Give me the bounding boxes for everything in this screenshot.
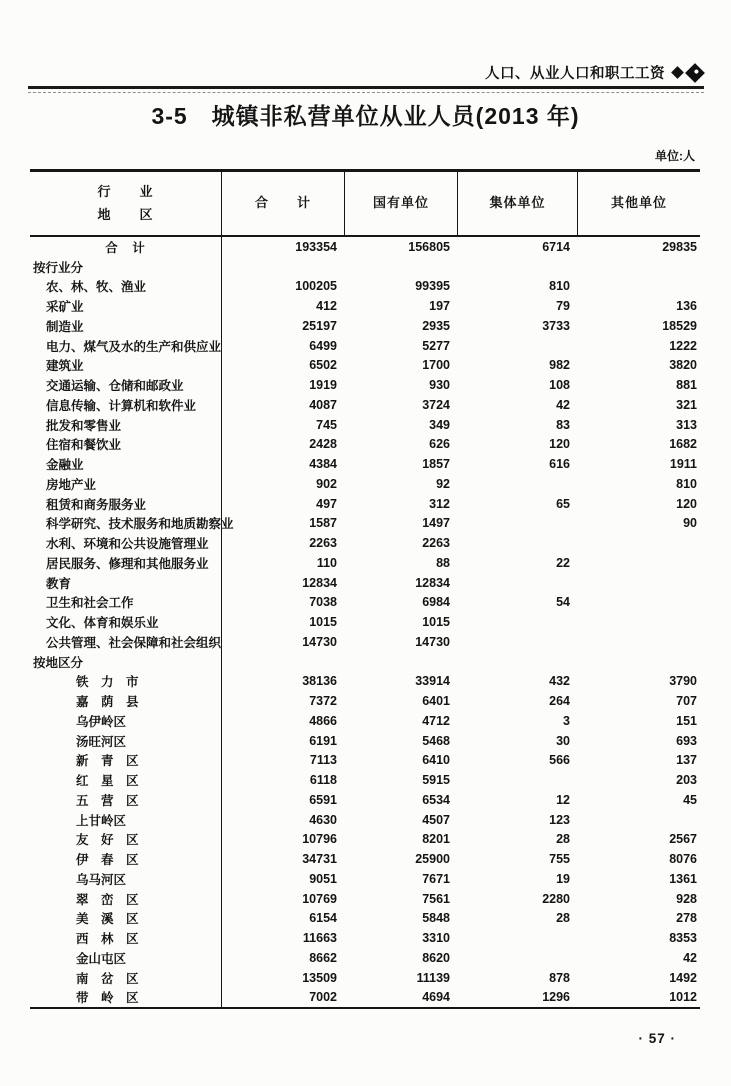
cell-total: 1015 [309, 615, 337, 630]
table-row [30, 277, 700, 297]
cell-total: 38136 [302, 674, 337, 689]
cell-state-owned: 6410 [422, 753, 450, 768]
cell-collective: 1296 [542, 990, 570, 1005]
cell-other: 3820 [669, 358, 697, 373]
cell-state-owned: 33914 [415, 674, 450, 689]
row-label: 伊 春 区 [30, 849, 222, 869]
running-header [485, 62, 702, 83]
cell-total: 11663 [302, 931, 337, 946]
cell-state-owned: 312 [429, 496, 450, 511]
cell-state-owned: 4694 [422, 990, 450, 1005]
table-row [30, 454, 700, 474]
cell-other: 881 [676, 378, 697, 393]
cell-state-owned: 197 [429, 299, 450, 314]
cell-total: 7038 [309, 595, 337, 610]
page-number: · 57 · [638, 1031, 676, 1046]
cell-collective: 878 [549, 970, 570, 985]
cell-collective: 83 [556, 417, 570, 432]
cell-total: 4087 [309, 397, 337, 412]
cell-total: 6502 [309, 358, 337, 373]
cell-other: 3790 [669, 674, 697, 689]
table-row [30, 612, 700, 632]
cell-collective: 120 [549, 437, 570, 452]
cell-total: 2263 [309, 536, 337, 551]
cell-total: 10769 [302, 891, 337, 906]
row-label: 五 营 区 [30, 790, 222, 810]
cell-collective: 22 [556, 555, 570, 570]
cell-collective: 3733 [542, 318, 570, 333]
table-row [30, 830, 700, 850]
cell-state-owned: 25900 [415, 852, 450, 867]
cell-state-owned: 5915 [422, 773, 450, 788]
table-row [30, 593, 700, 613]
cell-other: 1682 [669, 437, 697, 452]
cell-state-owned: 1857 [422, 457, 450, 472]
table-row [30, 711, 700, 731]
row-label: 按行业分 [30, 257, 222, 277]
cell-collective: 3 [563, 713, 570, 728]
cell-total: 34731 [302, 852, 337, 867]
table-row [30, 770, 700, 790]
row-label: 金山屯区 [30, 948, 222, 968]
header-rule-shadow [28, 92, 704, 93]
table-row [30, 928, 700, 948]
table-row [30, 889, 700, 909]
cell-state-owned: 2935 [422, 318, 450, 333]
cell-other: 203 [676, 773, 697, 788]
cell-collective: 108 [549, 378, 570, 393]
cell-total: 6499 [309, 338, 337, 353]
table-row [30, 494, 700, 514]
cell-state-owned: 5277 [422, 338, 450, 353]
row-label: 金融业 [30, 454, 222, 474]
table-row [30, 514, 700, 534]
cell-state-owned: 7561 [422, 891, 450, 906]
cell-other: 137 [676, 753, 697, 768]
cell-state-owned: 4712 [422, 713, 450, 728]
cell-state-owned: 2263 [422, 536, 450, 551]
table-body [30, 237, 700, 1009]
cell-state-owned: 11139 [416, 970, 450, 985]
table-row [30, 375, 700, 395]
table-row [30, 553, 700, 573]
cell-collective: 28 [556, 911, 570, 926]
cell-other: 278 [676, 911, 697, 926]
header-rule [28, 86, 704, 89]
running-header-text: 人口、从业人口和职工工资 [485, 66, 665, 82]
cell-other: 2567 [669, 832, 697, 847]
row-label: 红 星 区 [30, 770, 222, 790]
row-label: 教育 [30, 573, 222, 593]
cell-total: 12834 [302, 575, 337, 590]
row-label: 卫生和社会工作 [30, 593, 222, 613]
cell-other: 1012 [669, 990, 697, 1005]
row-label: 合 计 [30, 237, 222, 257]
row-label: 嘉 荫 县 [30, 691, 222, 711]
cell-collective: 432 [549, 674, 570, 689]
cell-other: 42 [683, 950, 697, 965]
cell-other: 151 [676, 713, 697, 728]
row-label: 公共管理、社会保障和社会组织 [30, 632, 222, 652]
row-label: 房地产业 [30, 474, 222, 494]
table-row [30, 731, 700, 751]
cell-total: 14730 [302, 634, 337, 649]
table-row [30, 573, 700, 593]
cell-collective: 616 [549, 457, 570, 472]
row-label: 友 好 区 [30, 830, 222, 850]
diamond-icon-large [685, 63, 705, 83]
row-label: 新 青 区 [30, 751, 222, 771]
cell-state-owned: 7671 [422, 871, 450, 886]
cell-state-owned: 3724 [422, 397, 450, 412]
cell-collective: 2280 [542, 891, 570, 906]
cell-total: 4630 [309, 812, 337, 827]
row-label: 水利、环境和公共设施管理业 [30, 533, 222, 553]
cell-other: 693 [676, 733, 697, 748]
cell-total: 9051 [309, 871, 337, 886]
table-row [30, 751, 700, 771]
cell-collective: 42 [556, 397, 570, 412]
row-label: 翠 峦 区 [30, 889, 222, 909]
table-row [30, 474, 700, 494]
cell-state-owned: 3310 [422, 931, 450, 946]
table-row [30, 356, 700, 376]
cell-state-owned: 349 [429, 417, 450, 432]
cell-state-owned: 92 [436, 476, 450, 491]
cell-collective: 810 [549, 279, 570, 294]
cell-total: 1919 [309, 378, 337, 393]
row-label: 带 岭 区 [30, 988, 222, 1008]
cell-total: 25197 [302, 318, 337, 333]
cell-other: 8353 [669, 931, 697, 946]
page-title: 3-5 城镇非私营单位从业人员(2013 年) [151, 103, 580, 129]
table-row [30, 691, 700, 711]
cell-total: 7372 [309, 694, 337, 709]
cell-collective: 6714 [542, 239, 570, 254]
cell-total: 100205 [295, 279, 337, 294]
cell-collective: 755 [549, 852, 570, 867]
cell-collective: 19 [556, 871, 570, 886]
table-row [30, 415, 700, 435]
table-row [30, 652, 700, 672]
row-label: 住宿和餐饮业 [30, 435, 222, 455]
cell-state-owned: 6984 [422, 595, 450, 610]
cell-total: 2428 [309, 437, 337, 452]
header-cell-state-owned: 国有单位 [345, 172, 458, 235]
cell-other: 18529 [662, 318, 697, 333]
cell-other: 1361 [669, 871, 697, 886]
table-row [30, 988, 700, 1008]
cell-state-owned: 156805 [408, 239, 450, 254]
cell-total: 13509 [302, 970, 337, 985]
row-label: 铁 力 市 [30, 672, 222, 692]
cell-other: 313 [676, 417, 697, 432]
cell-collective: 65 [556, 496, 570, 511]
table-row [30, 968, 700, 988]
cell-collective: 123 [549, 812, 570, 827]
table-header [30, 169, 700, 237]
row-label: 电力、煤气及水的生产和供应业 [30, 336, 222, 356]
cell-total: 745 [316, 417, 337, 432]
cell-state-owned: 1700 [422, 358, 450, 373]
row-label: 采矿业 [30, 296, 222, 316]
header-cell-total: 合 计 [222, 172, 345, 235]
cell-collective: 28 [556, 832, 570, 847]
row-label: 汤旺河区 [30, 731, 222, 751]
diamond-dot-mark [694, 68, 700, 74]
cell-other: 1492 [669, 970, 697, 985]
cell-state-owned: 6401 [422, 694, 450, 709]
table-row [30, 869, 700, 889]
cell-collective: 79 [556, 299, 570, 314]
row-label: 乌伊岭区 [30, 711, 222, 731]
table-row [30, 909, 700, 929]
header-cell-stub [30, 172, 222, 235]
cell-collective: 30 [556, 733, 570, 748]
stub-header-line1: 行 业 [97, 183, 154, 199]
table-row [30, 849, 700, 869]
table-row [30, 316, 700, 336]
table-row [30, 948, 700, 968]
cell-collective: 566 [549, 753, 570, 768]
cell-total: 8662 [309, 950, 337, 965]
row-label: 南 岔 区 [30, 968, 222, 988]
row-label: 文化、体育和娱乐业 [30, 612, 222, 632]
table-row [30, 237, 700, 257]
cell-state-owned: 12834 [415, 575, 450, 590]
row-label: 交通运输、仓储和邮政业 [30, 375, 222, 395]
header-cell-collective: 集体单位 [458, 172, 578, 235]
cell-state-owned: 930 [429, 378, 450, 393]
row-label: 租赁和商务服务业 [30, 494, 222, 514]
row-label: 西 林 区 [30, 928, 222, 948]
cell-other: 928 [676, 891, 697, 906]
cell-total: 6118 [309, 773, 337, 788]
cell-other: 29835 [662, 239, 697, 254]
cell-other: 8076 [669, 852, 697, 867]
table-row [30, 296, 700, 316]
cell-collective: 982 [549, 358, 570, 373]
row-label: 批发和零售业 [30, 415, 222, 435]
cell-collective: 12 [556, 792, 570, 807]
cell-state-owned: 5848 [422, 911, 450, 926]
cell-total: 1587 [309, 516, 337, 531]
cell-state-owned: 8620 [422, 950, 450, 965]
cell-other: 136 [676, 299, 697, 314]
row-label: 按地区分 [30, 652, 222, 672]
cell-total: 110 [316, 555, 337, 570]
table-row [30, 672, 700, 692]
diamond-icon-small [671, 66, 684, 79]
cell-total: 7002 [309, 990, 337, 1005]
cell-state-owned: 5468 [422, 733, 450, 748]
row-label: 乌马河区 [30, 869, 222, 889]
cell-total: 193354 [295, 239, 337, 254]
cell-other: 1222 [669, 338, 697, 353]
table-row [30, 533, 700, 553]
row-label: 居民服务、修理和其他服务业 [30, 553, 222, 573]
table-row [30, 790, 700, 810]
stub-header-line2: 地 区 [97, 206, 154, 222]
cell-other: 90 [683, 516, 697, 531]
row-label: 建筑业 [30, 356, 222, 376]
cell-state-owned: 99395 [415, 279, 450, 294]
cell-other: 45 [683, 792, 697, 807]
cell-collective: 54 [556, 595, 570, 610]
cell-state-owned: 6534 [422, 792, 450, 807]
cell-total: 412 [316, 299, 337, 314]
cell-state-owned: 1015 [422, 615, 450, 630]
cell-state-owned: 1497 [422, 516, 450, 531]
cell-total: 6591 [309, 792, 337, 807]
cell-total: 4384 [309, 457, 337, 472]
row-label: 上甘岭区 [30, 810, 222, 830]
cell-total: 6154 [309, 911, 337, 926]
cell-total: 10796 [302, 832, 337, 847]
table-row [30, 810, 700, 830]
cell-other: 321 [676, 397, 697, 412]
data-table [30, 169, 700, 1009]
cell-total: 7113 [309, 753, 337, 768]
header-cell-other: 其他单位 [610, 195, 667, 211]
row-label: 信息传输、计算机和软件业 [30, 395, 222, 415]
cell-total: 902 [316, 476, 337, 491]
table-row [30, 395, 700, 415]
table-row [30, 336, 700, 356]
cell-state-owned: 4507 [422, 812, 450, 827]
unit-note: 单位:人 [655, 149, 695, 163]
cell-state-owned: 8201 [422, 832, 450, 847]
cell-total: 6191 [309, 733, 337, 748]
cell-state-owned: 88 [436, 555, 450, 570]
table-row [30, 632, 700, 652]
cell-other: 810 [676, 476, 697, 491]
cell-other: 707 [676, 694, 697, 709]
table-row [30, 257, 700, 277]
cell-total: 497 [316, 496, 337, 511]
cell-total: 4866 [309, 713, 337, 728]
row-label: 科学研究、技术服务和地质勘察业 [30, 514, 222, 534]
table-row [30, 435, 700, 455]
row-label: 美 溪 区 [30, 909, 222, 929]
row-label: 制造业 [30, 316, 222, 336]
row-label: 农、林、牧、渔业 [30, 277, 222, 297]
cell-other: 1911 [669, 457, 697, 472]
cell-state-owned: 626 [429, 437, 450, 452]
cell-collective: 264 [549, 694, 570, 709]
cell-state-owned: 14730 [415, 634, 450, 649]
cell-other: 120 [676, 496, 697, 511]
